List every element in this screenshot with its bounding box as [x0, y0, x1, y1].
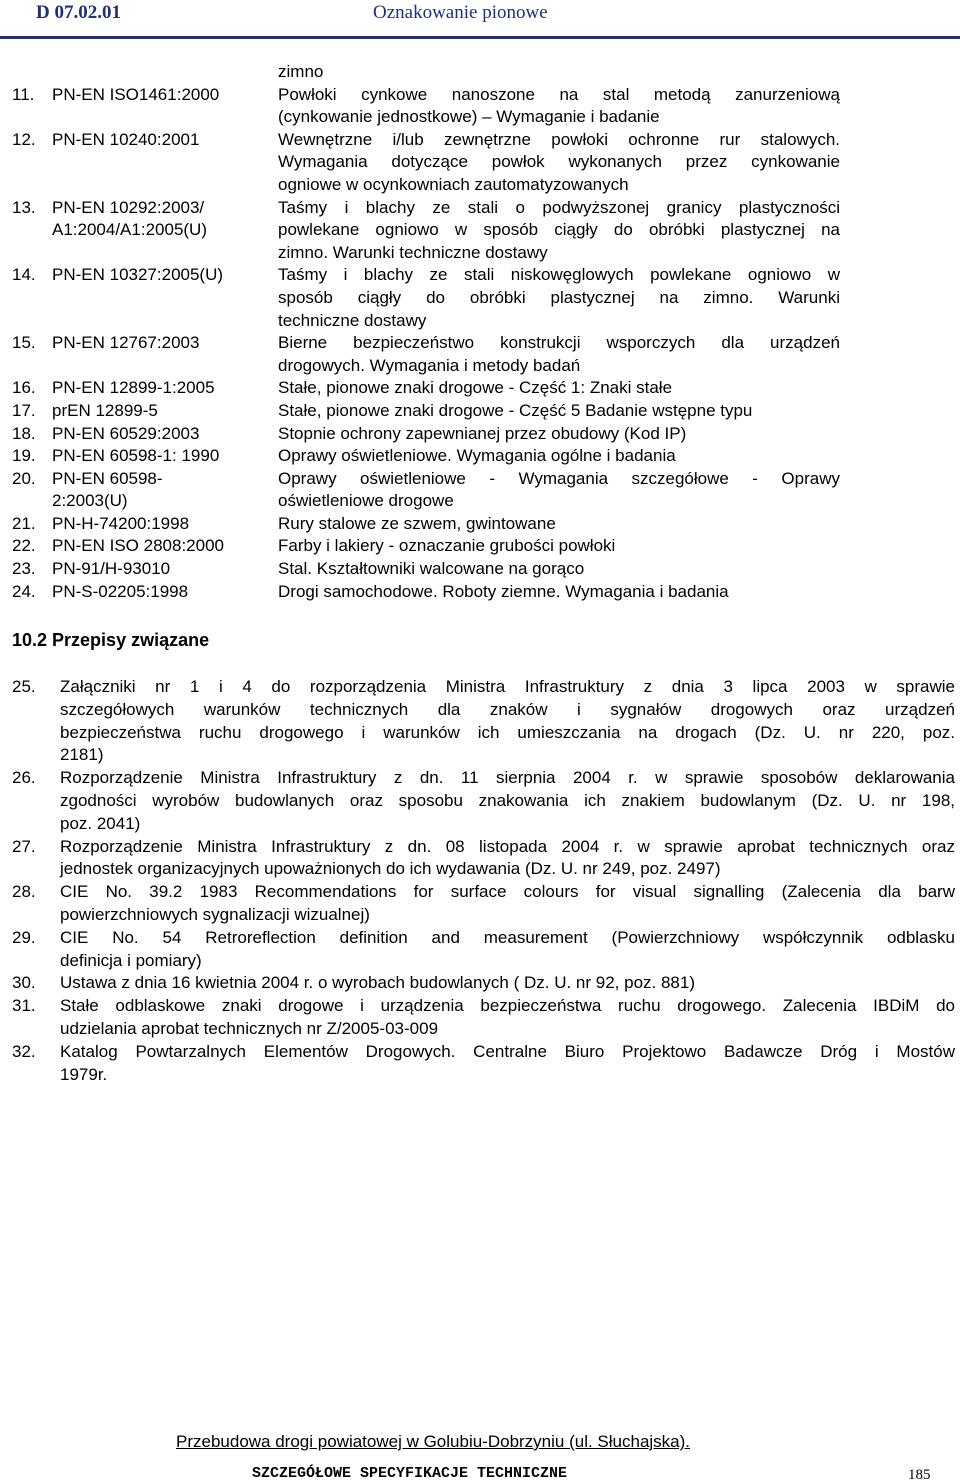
norm-code-line: A1:2004/A1:2005(U): [52, 220, 207, 240]
norm-code-line: PN-EN 60598-1: 1990: [52, 446, 220, 466]
norm-row: [12, 468, 952, 513]
norm-description-line: Drogi samochodowe. Roboty ziemne. Wymagania i badania: [278, 581, 729, 601]
norm-row: [12, 61, 952, 84]
regulation-number: 30.: [12, 973, 36, 993]
section-title: 10.2 Przepisy związane: [12, 630, 210, 650]
norm-description-line: Bierne bezpieczeństwo konstrukcji wsporczych dla urządzeń: [278, 333, 840, 353]
norm-number: 18.: [12, 423, 36, 443]
norm-description-line: Oprawy oświetleniowe - Wymagania szczegółowe - Oprawy: [278, 468, 840, 488]
norm-code: [52, 197, 278, 265]
norm-description: [278, 535, 840, 558]
norm-code-line: PN-EN 60529:2003: [52, 423, 200, 443]
norm-row: [12, 535, 952, 558]
norm-description: [278, 197, 840, 265]
norm-code: [52, 264, 278, 332]
norm-code-line: PN-EN 60598-: [52, 468, 163, 488]
regulation-line: zgodności wyrobów budowlanych oraz sposobu znakowania ich znakiem budowlanym (Dz. U. nr 198,: [60, 790, 955, 810]
regulation-line: udzielania aprobat technicznych nr Z/2005-03-009: [60, 1018, 439, 1038]
regulation-number: 31.: [12, 996, 36, 1016]
regulation-row: [12, 995, 957, 1041]
norm-row: [12, 129, 952, 197]
norm-description: [278, 61, 840, 84]
regulation-text: [60, 767, 955, 835]
norm-description: [278, 513, 840, 536]
regulation-line: CIE No. 54 Retroreflection definition and measurement (Powierzchniowy współczynnik odblasku: [60, 927, 955, 947]
norm-description: [278, 581, 840, 604]
norm-description: [278, 400, 840, 423]
norm-description: [278, 558, 840, 581]
regulation-line: Rozporządzenie Ministra Infrastruktury z dn. 11 sierpnia 2004 r. w sprawie sposobów deklarowania: [60, 768, 955, 788]
regulation-row: [12, 972, 957, 995]
norm-code-line: PN-EN ISO1461:2000: [52, 84, 220, 104]
norm-code-line: PN-EN 10327:2005(U): [52, 265, 224, 285]
norm-number: 11.: [12, 84, 35, 104]
regulations-list: [12, 676, 957, 1086]
norm-description: [278, 377, 840, 400]
norm-number: [12, 61, 52, 84]
norms-list: [12, 61, 952, 603]
regulation-text: [60, 927, 955, 973]
norm-description: [278, 423, 840, 446]
regulation-text: [60, 836, 955, 882]
regulation-row: [12, 927, 957, 973]
norm-description-line: zimno: [278, 62, 324, 81]
regulation-number: 29.: [12, 927, 36, 947]
norm-code-line: PN-EN 12899-1:2005: [52, 378, 215, 398]
regulation-number: 32.: [12, 1041, 36, 1061]
document-title: Oznakowanie pionowe: [373, 2, 548, 23]
regulation-line: Katalog Powtarzalnych Elementów Drogowych. Centralne Biuro Projektowo Badawcze Dróg i Mostów: [60, 1041, 955, 1061]
norm-number: 15.: [12, 333, 36, 353]
norm-code-line: PN-S-02205:1998: [52, 581, 189, 601]
footer-spec: SZCZEGÓŁOWE SPECYFIKACJE TECHNICZNE: [252, 1465, 568, 1482]
regulation-line: Załączniki nr 1 i 4 do rozporządzenia Ministra Infrastruktury z dnia 3 lipca 2003 w sprawie: [60, 677, 955, 696]
norm-description-line: Oprawy oświetleniowe. Wymagania ogólne i badania: [278, 446, 676, 466]
norm-description: [278, 332, 840, 377]
regulation-line: 2181): [60, 745, 104, 765]
regulation-line: CIE No. 39.2 1983 Recommendations for surface colours for visual signalling (Zalecenia dla barw: [60, 882, 955, 902]
norm-description-line: oświetleniowe drogowe: [278, 491, 454, 511]
norm-code: [52, 581, 278, 604]
norm-row: [12, 400, 952, 423]
norm-description-line: Stałe, pionowe znaki drogowe - Część 1: Znaki stałe: [278, 378, 673, 398]
norm-description-line: Stopnie ochrony zapewnianej przez obudowy (Kod IP): [278, 423, 687, 443]
norm-description-line: zimno. Warunki techniczne dostawy: [278, 242, 548, 262]
norm-code: [52, 445, 278, 468]
norm-description-line: Farby i lakiery - oznaczanie grubości powłoki: [278, 536, 616, 556]
norm-code: [52, 129, 278, 197]
regulation-text: [60, 995, 955, 1041]
norm-code: [52, 468, 278, 513]
regulation-number: 28.: [12, 882, 36, 902]
norm-row: [12, 581, 952, 604]
regulation-line: powierzchniowych sygnalizacji wizualnej): [60, 904, 370, 924]
regulation-text: [60, 676, 955, 767]
page-number: 185: [908, 1467, 931, 1483]
regulation-line: poz. 2041): [60, 813, 141, 833]
norm-description-line: Stałe, pionowe znaki drogowe - Część 5 Badanie wstępne typu: [278, 400, 753, 420]
norm-number: 20.: [12, 468, 36, 488]
norm-description-line: Rury stalowe ze szwem, gwintowane: [278, 513, 556, 533]
norm-description-line: Stal. Kształtowniki walcowane na gorąco: [278, 559, 585, 579]
regulation-row: [12, 676, 957, 767]
norm-code-line: prEN 12899-5: [52, 400, 158, 420]
norm-code: [52, 332, 278, 377]
regulation-row: [12, 836, 957, 882]
regulation-number: 27.: [12, 836, 36, 856]
regulation-row: [12, 1041, 957, 1087]
norm-description-line: Wymagania dotyczące powłok wykonanych przez cynkowanie: [278, 152, 840, 172]
document-code: D 07.02.01: [36, 2, 121, 23]
norm-description: [278, 445, 840, 468]
norm-code-line: PN-EN 12767:2003: [52, 333, 200, 353]
norm-row: [12, 377, 952, 400]
regulation-number: 25.: [12, 677, 36, 696]
norm-code-line: PN-91/H-93010: [52, 559, 171, 579]
norm-number: 13.: [12, 197, 36, 217]
regulation-line: definicja i pomiary): [60, 950, 202, 970]
norm-code: [52, 400, 278, 423]
footer-project: Przebudowa drogi powiatowej w Golubiu-Dobrzyniu (ul. Słuchajska).: [176, 1432, 691, 1451]
norm-description: [278, 468, 840, 513]
norm-code: [52, 61, 278, 84]
norm-code: [52, 535, 278, 558]
norm-row: [12, 264, 952, 332]
norm-code-line: PN-EN ISO 2808:2000: [52, 536, 224, 556]
norm-description-line: Wewnętrzne i/lub zewnętrzne powłoki ochronne rur stalowych.: [278, 129, 840, 149]
norm-description-line: ogniowe w ocynkowniach zautomatyzowanych: [278, 174, 629, 194]
norm-row: [12, 84, 952, 129]
regulation-number: 26.: [12, 768, 36, 788]
regulation-line: Rozporządzenie Ministra Infrastruktury z dn. 08 listopada 2004 r. w sprawie aprobat technicznych oraz: [60, 836, 955, 856]
norm-row: [12, 197, 952, 265]
regulation-text: [60, 881, 955, 927]
header-rule: [0, 36, 960, 39]
regulation-line: bezpieczeństwa ruchu drogowego i warunków ich umieszczania na drogach (Dz. U. nr 220, poz.: [60, 722, 955, 742]
norm-number: 22.: [12, 536, 36, 556]
norm-number: 17.: [12, 400, 36, 420]
norm-code: [52, 513, 278, 536]
norm-description: [278, 84, 840, 129]
norm-description-line: (cynkowanie jednostkowe) – Wymaganie i badanie: [278, 107, 660, 127]
norm-code-line: PN-H-74200:1998: [52, 513, 190, 533]
regulation-line: szczegółowych warunków technicznych dla znaków i sygnałów drogowych oraz urządzeń: [60, 699, 955, 719]
norm-number: 21.: [12, 513, 36, 533]
norm-row: [12, 558, 952, 581]
norm-code-line: 2:2003(U): [52, 491, 128, 511]
norm-description-line: Powłoki cynkowe nanoszone na stal metodą zanurzeniową: [278, 84, 840, 104]
regulation-line: jednostek organizacyjnych upoważnionych do ich wydawania (Dz. U. nr 249, poz. 2497): [60, 859, 721, 879]
regulation-line: Ustawa z dnia 16 kwietnia 2004 r. o wyrobach budowlanych ( Dz. U. nr 92, poz. 881): [60, 973, 696, 993]
norm-description-line: Taśmy i blachy ze stali o podwyższonej granicy plastyczności: [278, 197, 840, 217]
norm-row: [12, 513, 952, 536]
norm-code: [52, 423, 278, 446]
norm-description-line: techniczne dostawy: [278, 310, 427, 330]
regulation-line: 1979r.: [60, 1064, 108, 1084]
norm-code-line: PN-EN 10240:2001: [52, 129, 200, 149]
norm-code: [52, 377, 278, 400]
norm-description-line: drogowych. Wymagania i metody badań: [278, 355, 581, 375]
regulation-text: [60, 1041, 955, 1087]
page-header: [0, 0, 960, 40]
norm-number: 16.: [12, 378, 36, 398]
regulation-text: [60, 972, 955, 995]
norm-description-line: powlekane ogniowo w sposób ciągły do obróbki plastycznej na: [278, 220, 840, 240]
norm-code: [52, 84, 278, 129]
norm-code-line: PN-EN 10292:2003/: [52, 197, 205, 217]
norm-row: [12, 445, 952, 468]
norm-description: [278, 129, 840, 197]
norm-description-line: sposób ciągły do obróbki plastycznej na zimno. Warunki: [278, 287, 840, 307]
norm-description-line: Taśmy i blachy ze stali niskowęglowych powlekane ogniowo w: [278, 265, 840, 285]
regulation-line: Stałe odblaskowe znaki drogowe i urządzenia bezpieczeństwa ruchu drogowego. Zalecenia IBDiM do: [60, 996, 955, 1016]
norm-number: 19.: [12, 446, 36, 466]
norm-code: [52, 558, 278, 581]
norm-row: [12, 332, 952, 377]
norm-row: [12, 423, 952, 446]
regulation-row: [12, 881, 957, 927]
norm-number: 23.: [12, 559, 36, 579]
norm-number: 14.: [12, 265, 36, 285]
norm-number: 24.: [12, 581, 36, 601]
norm-number: 12.: [12, 129, 36, 149]
regulation-row: [12, 767, 957, 835]
norm-description: [278, 264, 840, 332]
